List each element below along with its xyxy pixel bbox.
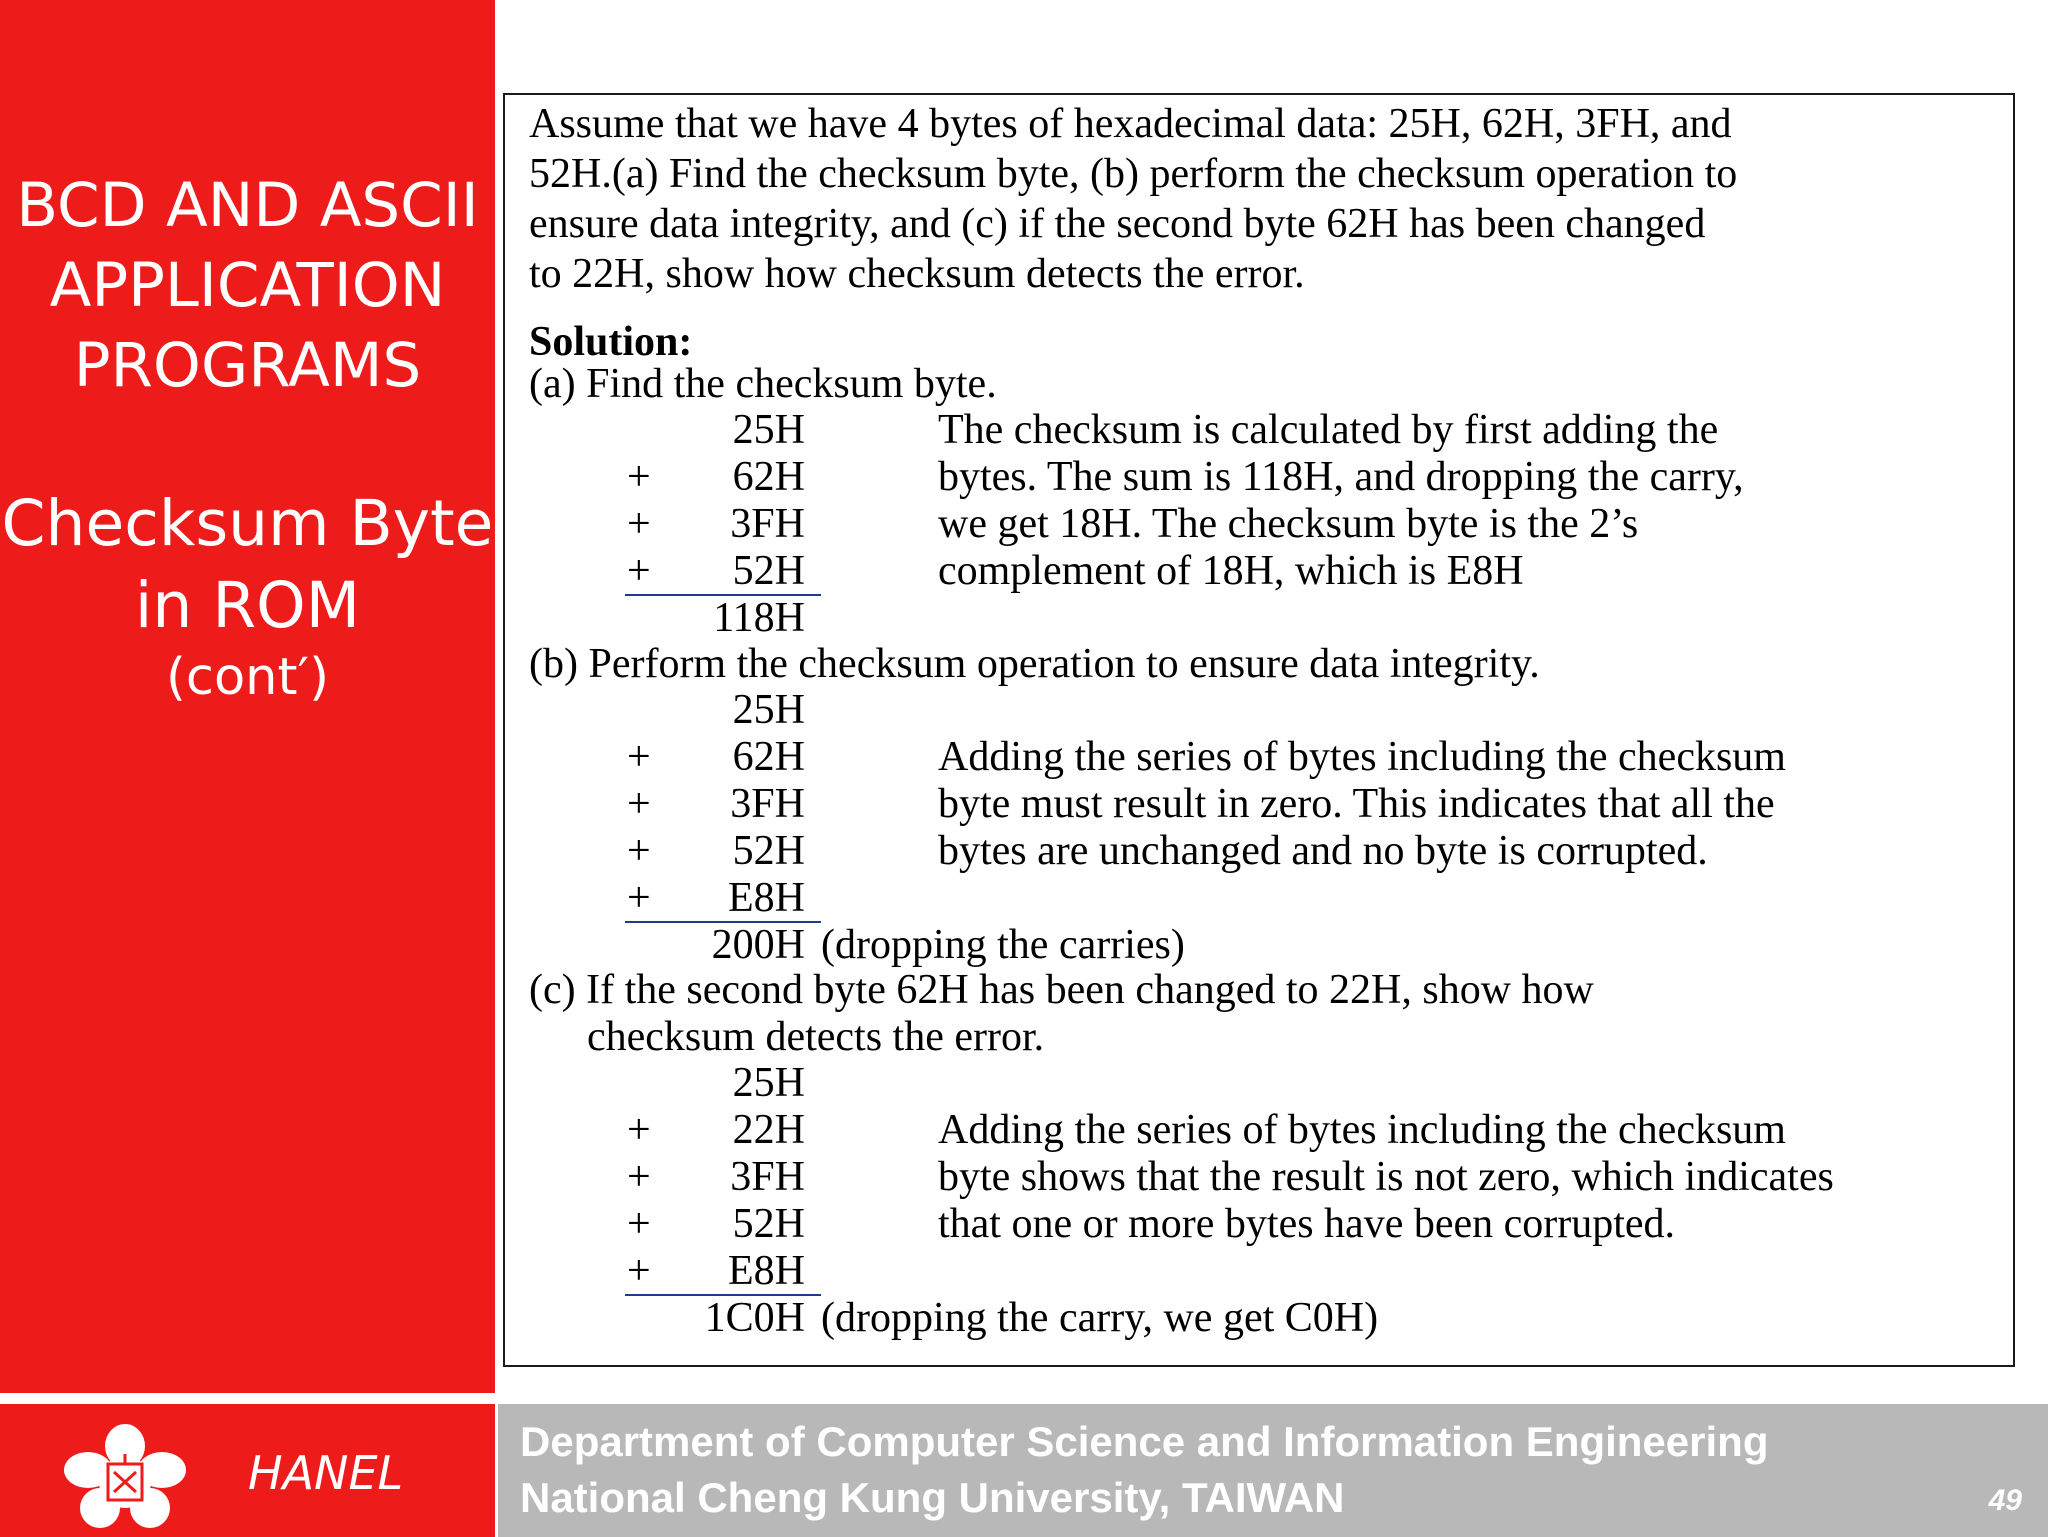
row-description: byte shows that the result is not zero, which indicates (938, 1154, 1834, 1200)
hex-value: 25H (732, 1060, 805, 1106)
institution-text (520, 1414, 1768, 1526)
author-name: HANEL (248, 1446, 404, 1500)
operator: + (627, 781, 651, 827)
problem-line: 52H.(a) Find the checksum byte, (b) perform the checksum operation to (529, 151, 1738, 197)
section-title-line: PROGRAMS (73, 330, 422, 401)
content-box (503, 93, 2015, 1367)
ncku-flower-emblem-icon (58, 1424, 192, 1534)
hex-value: 52H (732, 828, 805, 874)
row-description: byte must result in zero. This indicates that all the (938, 781, 1775, 827)
hex-value: E8H (728, 1248, 805, 1294)
hex-value: 25H (732, 407, 805, 453)
sum-row (505, 922, 2005, 969)
slide-subtitle (0, 484, 495, 708)
calc-row (505, 407, 2005, 454)
footer-brand (0, 1404, 495, 1537)
operator: + (627, 1107, 651, 1153)
hex-value: 3FH (730, 1154, 805, 1200)
hex-value: E8H (728, 875, 805, 921)
hex-value: 62H (732, 454, 805, 500)
calc-row (505, 875, 2005, 922)
part-c-heading: (c) If the second byte 62H has been changed to 22H, show how (529, 967, 1594, 1013)
calc-row (505, 1060, 2005, 1107)
operator: + (627, 1248, 651, 1294)
operator: + (627, 828, 651, 874)
part-c-heading: checksum detects the error. (587, 1014, 1045, 1060)
calc-row (505, 1154, 2005, 1201)
sum-row (505, 595, 2005, 642)
solution-heading: Solution: (529, 319, 693, 365)
row-description: Adding the series of bytes including the checksum (938, 734, 1786, 780)
calc-row (505, 501, 2005, 548)
operator: + (627, 501, 651, 547)
sum-note: (dropping the carries) (821, 922, 1185, 968)
calc-row (505, 1248, 2005, 1295)
row-description: bytes are unchanged and no byte is corrupted. (938, 828, 1708, 874)
calc-row (505, 734, 2005, 781)
section-title-line: APPLICATION (49, 250, 446, 321)
problem-line: to 22H, show how checksum detects the error. (529, 251, 1305, 297)
hex-value: 52H (732, 1201, 805, 1247)
operator: + (627, 734, 651, 780)
subtitle-line: in ROM (134, 569, 361, 642)
operator: + (627, 454, 651, 500)
hex-value: 25H (732, 687, 805, 733)
hex-value: 3FH (730, 781, 805, 827)
sum-row (505, 1295, 2005, 1342)
calc-row (505, 548, 2005, 595)
sum-value: 118H (713, 595, 805, 641)
part-a-heading: (a) Find the checksum byte. (529, 361, 997, 407)
hex-value: 62H (732, 734, 805, 780)
calc-row (505, 781, 2005, 828)
sum-value: 200H (711, 922, 805, 968)
row-description: that one or more bytes have been corrupted. (938, 1201, 1676, 1247)
operator: + (627, 875, 651, 921)
sum-note: (dropping the carry, we get C0H) (821, 1295, 1379, 1341)
row-description: complement of 18H, which is E8H (938, 548, 1524, 594)
continued-label: (cont′) (166, 648, 329, 707)
operator: + (627, 548, 651, 594)
page-number: 49 (1988, 1484, 2022, 1517)
hex-value: 52H (732, 548, 805, 594)
subtitle-line: Checksum Byte (1, 487, 494, 560)
part-b-heading: (b) Perform the checksum operation to ensure data integrity. (529, 641, 1540, 687)
operator: + (627, 1201, 651, 1247)
row-description: bytes. The sum is 118H, and dropping the carry, (938, 454, 1744, 500)
calc-row (505, 828, 2005, 875)
calc-row (505, 1201, 2005, 1248)
sidebar (0, 0, 495, 1393)
problem-line: Assume that we have 4 bytes of hexadecimal data: 25H, 62H, 3FH, and (529, 101, 1732, 147)
section-title-line: BCD AND ASCII (16, 170, 479, 241)
operator: + (627, 1154, 651, 1200)
row-description: we get 18H. The checksum byte is the 2’s (938, 501, 1639, 547)
section-title (0, 166, 495, 406)
hex-value: 22H (732, 1107, 805, 1153)
sum-value: 1C0H (704, 1295, 805, 1341)
department-name: Department of Computer Science and Information Engineering (520, 1418, 1769, 1465)
hex-value: 3FH (730, 501, 805, 547)
calc-row (505, 687, 2005, 734)
calc-row (505, 454, 2005, 501)
university-name: National Cheng Kung University, TAIWAN (520, 1474, 1345, 1521)
footer-institution (498, 1404, 2048, 1537)
row-description: The checksum is calculated by first adding the (938, 407, 1719, 453)
problem-line: ensure data integrity, and (c) if the second byte 62H has been changed (529, 201, 1706, 247)
calc-row (505, 1107, 2005, 1154)
row-description: Adding the series of bytes including the checksum (938, 1107, 1786, 1153)
